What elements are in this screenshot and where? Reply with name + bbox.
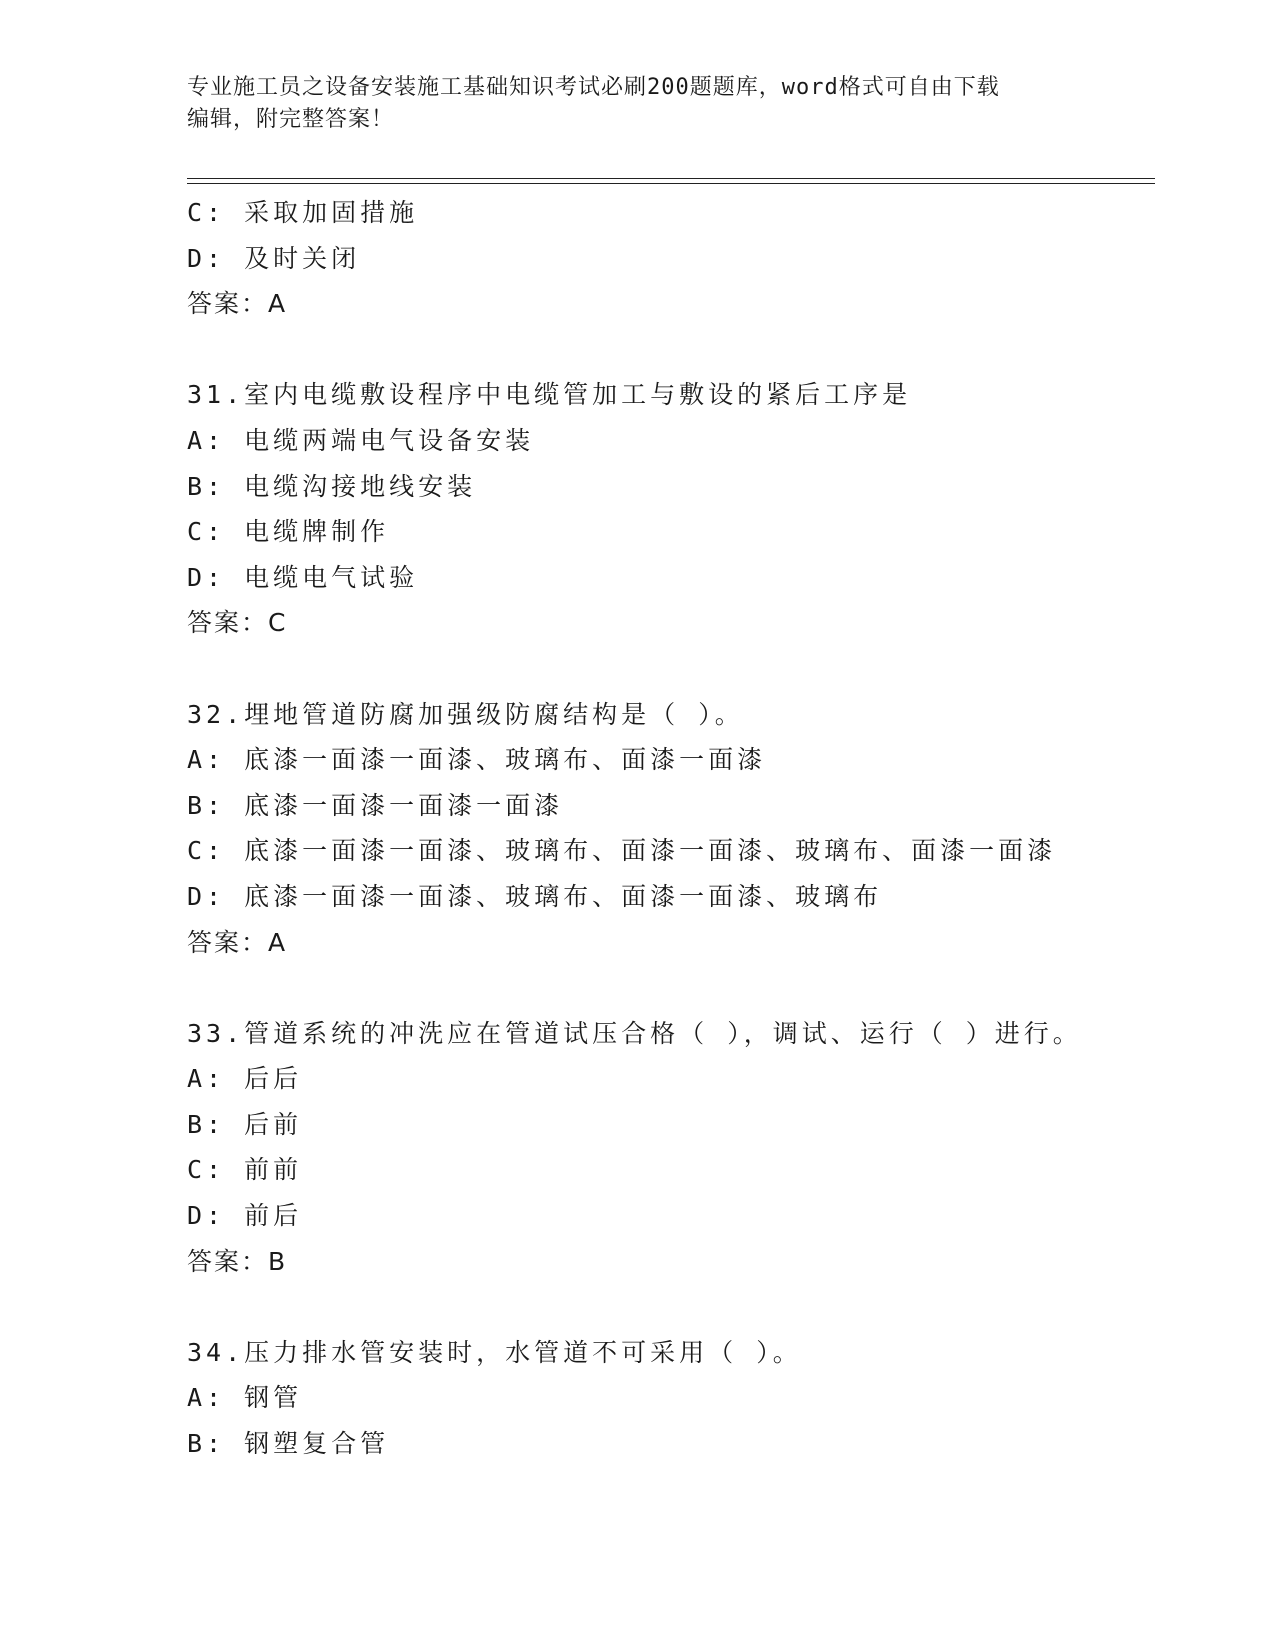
- answer-line: 答案：A: [187, 289, 288, 319]
- option-b: B: 后前: [187, 1109, 303, 1139]
- option-c: C: 底漆一面漆一面漆、玻璃布、面漆一面漆、玻璃布、面漆一面漆: [187, 836, 1057, 866]
- option-b: B: 底漆一面漆一面漆一面漆: [187, 790, 564, 820]
- question-list: [187, 190, 1187, 1467]
- header-title-line-2: 编辑，附完整答案！: [187, 107, 395, 132]
- option-c: C: 采取加固措施: [187, 198, 419, 227]
- question-34: [187, 1330, 1187, 1467]
- question-stem: 31.室内电缆敷设程序中电缆管加工与敷设的紧后工序是: [187, 380, 912, 410]
- option-c: C: 电缆牌制作: [187, 517, 390, 547]
- option-d: D: 底漆一面漆一面漆、玻璃布、面漆一面漆、玻璃布: [187, 881, 883, 911]
- spacer: [187, 646, 1187, 692]
- option-a: A: 钢管: [187, 1383, 303, 1413]
- option-a: A: 后后: [187, 1064, 303, 1094]
- header-divider-top: [187, 178, 1155, 179]
- option-b: B: 钢塑复合管: [187, 1429, 390, 1459]
- answer-line: 答案：C: [187, 608, 288, 638]
- question-32: [187, 692, 1187, 966]
- option-d: D: 电缆电气试验: [187, 562, 419, 592]
- header-title-line-1: 专业施工员之设备安装施工基础知识考试必刷200题题库，word格式可自由下载: [187, 75, 1000, 100]
- question-33: [187, 1011, 1187, 1285]
- option-d: D: 前后: [187, 1201, 303, 1231]
- document-header: [187, 72, 1087, 136]
- spacer: [187, 965, 1187, 1011]
- option-d: D: 及时关闭: [187, 243, 361, 273]
- question-stem: 32.埋地管道防腐加强级防腐结构是（ ）。: [187, 699, 744, 729]
- option-b: B: 电缆沟接地线安装: [187, 471, 477, 501]
- option-c: C: 前前: [187, 1155, 303, 1185]
- option-a: A: 电缆两端电气设备安装: [187, 425, 535, 455]
- option-a: A: 底漆一面漆一面漆、玻璃布、面漆一面漆: [187, 745, 767, 775]
- previous-question-tail: [187, 190, 1187, 327]
- answer-line: 答案：A: [187, 927, 288, 957]
- question-stem: 33.管道系统的冲洗应在管道试压合格（ ），调试、运行（ ）进行。: [187, 1018, 1082, 1048]
- answer-line: 答案：B: [187, 1246, 288, 1276]
- question-stem: 34.压力排水管安装时，水管道不可采用（ ）。: [187, 1337, 802, 1367]
- spacer: [187, 327, 1187, 373]
- spacer: [187, 1284, 1187, 1330]
- header-divider-bottom: [187, 183, 1155, 184]
- question-31: [187, 372, 1187, 646]
